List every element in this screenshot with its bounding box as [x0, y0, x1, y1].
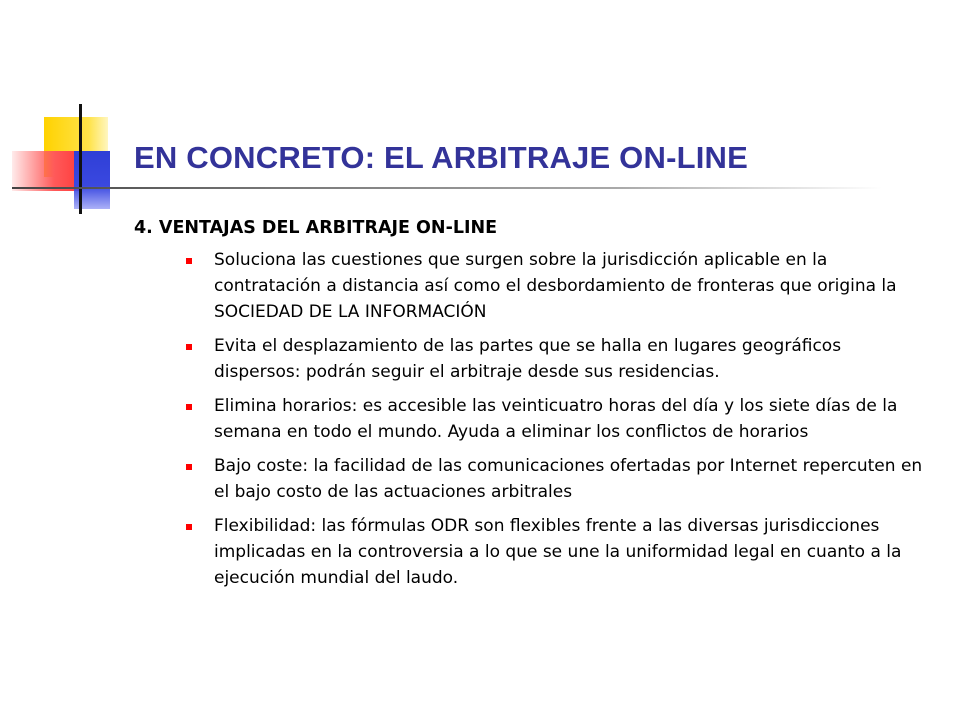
square-bullet-icon	[186, 524, 192, 530]
square-bullet-icon	[186, 344, 192, 350]
bullet-item	[184, 333, 924, 385]
bullet-text: Elimina horarios: es accesible las veinticuatro horas del día y los siete días de la semana en todo el mundo. Ayuda a eliminar los conflictos de horarios	[214, 396, 898, 442]
square-bullet-icon	[186, 464, 192, 470]
bullet-text: Flexibilidad: las fórmulas ODR son flexibles frente a las diversas jurisdicciones implicadas en la controversia a lo que se une la uniformidad legal en cuanto a la ejecución mundial del laudo.	[214, 516, 902, 588]
bullet-text: Bajo coste: la facilidad de las comunicaciones ofertadas por Internet repercuten en el bajo costo de las actuaciones arbitrales	[214, 456, 923, 502]
bullet-item	[184, 393, 924, 445]
section-heading: 4. VENTAJAS DEL ARBITRAJE ON-LINE	[134, 218, 498, 238]
bullet-text: Evita el desplazamiento de las partes que se halla en lugares geográficos dispersos: podrán seguir el arbitraje desde sus residencias.	[214, 336, 842, 382]
square-bullet-icon	[186, 404, 192, 410]
decorative-red-bar	[12, 151, 82, 191]
square-bullet-icon	[186, 258, 192, 264]
title-underline-divider	[12, 187, 882, 189]
bullet-item	[184, 513, 924, 591]
decorative-vertical-line	[79, 104, 82, 214]
bullet-item	[184, 247, 924, 325]
bullet-text: Soluciona las cuestiones que surgen sobre la jurisdicción aplicable en la contratación a distancia así como el desbordamiento de fronteras que origina la SOCIEDAD DE LA INFORMACIÓN	[214, 250, 897, 322]
slide-title: EN CONCRETO: EL ARBITRAJE ON-LINE	[134, 140, 749, 175]
bullet-item	[184, 453, 924, 505]
bullet-list	[184, 247, 924, 599]
